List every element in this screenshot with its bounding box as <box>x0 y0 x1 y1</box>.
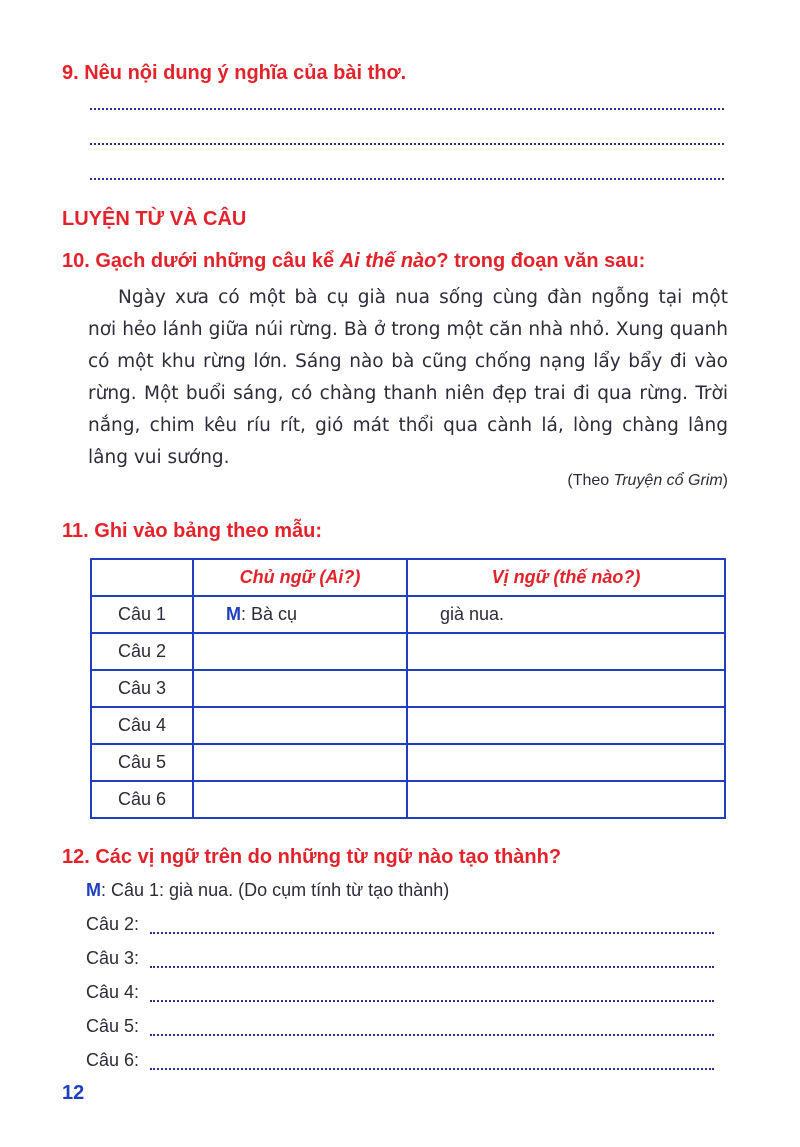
predicate-cell[interactable] <box>407 633 725 670</box>
passage-line: Ngày xưa có một bà cụ già nua sống cùng đàn ngỗng tại một <box>118 287 728 308</box>
model-mark: M <box>226 604 241 624</box>
answer-line[interactable] <box>150 1034 714 1036</box>
passage-source: (Theo Truyện cổ Grim) <box>567 472 728 489</box>
subject-cell[interactable] <box>193 744 407 781</box>
subject-cell[interactable] <box>193 633 407 670</box>
predicate-cell[interactable] <box>407 670 725 707</box>
page-number: 12 <box>62 1082 85 1104</box>
answer-line[interactable] <box>150 932 714 934</box>
answer-line[interactable] <box>90 108 724 110</box>
question-9-title: 9. Nêu nội dung ý nghĩa của bài thơ. <box>62 62 407 84</box>
passage-line: lâng vui sướng. <box>88 447 230 468</box>
question-10-prefix: 10. Gạch dưới những câu kể <box>62 250 340 272</box>
reading-passage <box>88 282 728 474</box>
row-label: Câu 5 <box>91 744 193 781</box>
table-header-row <box>91 559 725 596</box>
passage-line: rừng. Một buổi sáng, có chàng thanh niên đẹp trai đi qua rừng. Trời <box>88 383 728 404</box>
answer-label: Câu 2: <box>86 914 140 934</box>
row-label: Câu 1 <box>91 596 193 633</box>
source-title: Truyện cổ Grim <box>613 472 723 489</box>
row-label: Câu 6 <box>91 781 193 818</box>
row-label: Câu 3 <box>91 670 193 707</box>
subject-cell: M: Bà cụ <box>193 596 407 633</box>
question-11-title: 11. Ghi vào bảng theo mẫu: <box>62 520 323 542</box>
table-row <box>91 781 725 818</box>
answer-label: Câu 4: <box>86 982 140 1002</box>
passage-line: có một khu rừng lớn. Sáng nào bà cũng chống nạng lẩy bẩy đi vào <box>88 351 728 372</box>
answer-table <box>90 558 726 819</box>
table-row <box>91 744 725 781</box>
question-10-title <box>62 250 645 273</box>
table-row <box>91 670 725 707</box>
row-label: Câu 2 <box>91 633 193 670</box>
answer-line[interactable] <box>150 966 714 968</box>
question-10-emphasis: Ai thế nào <box>339 250 437 272</box>
section-title: LUYỆN TỪ VÀ CÂU <box>62 208 247 230</box>
question-12-title: 12. Các vị ngữ trên do những từ ngữ nào tạo thành? <box>62 846 562 868</box>
predicate-cell[interactable] <box>407 744 725 781</box>
table-row <box>91 707 725 744</box>
predicate-cell: già nua. <box>407 596 725 633</box>
predicate-cell[interactable] <box>407 707 725 744</box>
table-row <box>91 633 725 670</box>
predicate-cell[interactable] <box>407 781 725 818</box>
model-mark: M <box>86 880 101 900</box>
answer-line[interactable] <box>90 143 724 145</box>
row-label: Câu 4 <box>91 707 193 744</box>
answer-line[interactable] <box>150 1068 714 1070</box>
table-header-predicate: Vị ngữ (thế nào?) <box>407 559 725 596</box>
passage-line: nắng, chim kêu ríu rít, gió mát thổi qua cành lá, lòng chàng lâng <box>88 415 728 436</box>
question-10-suffix: ? trong đoạn văn sau: <box>436 250 646 272</box>
answer-line[interactable] <box>150 1000 714 1002</box>
subject-cell[interactable] <box>193 670 407 707</box>
model-answer: M: Câu 1: già nua. (Do cụm tính từ tạo thành) <box>86 880 450 900</box>
subject-cell[interactable] <box>193 781 407 818</box>
table-header-blank <box>91 559 193 596</box>
passage-line: nơi hẻo lánh giữa núi rừng. Bà ở trong một căn nhà nhỏ. Xung quanh <box>88 319 728 340</box>
table-row <box>91 596 725 633</box>
answer-label: Câu 6: <box>86 1050 140 1070</box>
table-header-subject: Chủ ngữ (Ai?) <box>193 559 407 596</box>
answer-label: Câu 3: <box>86 948 140 968</box>
subject-cell[interactable] <box>193 707 407 744</box>
answer-label: Câu 5: <box>86 1016 140 1036</box>
answer-line[interactable] <box>90 178 724 180</box>
